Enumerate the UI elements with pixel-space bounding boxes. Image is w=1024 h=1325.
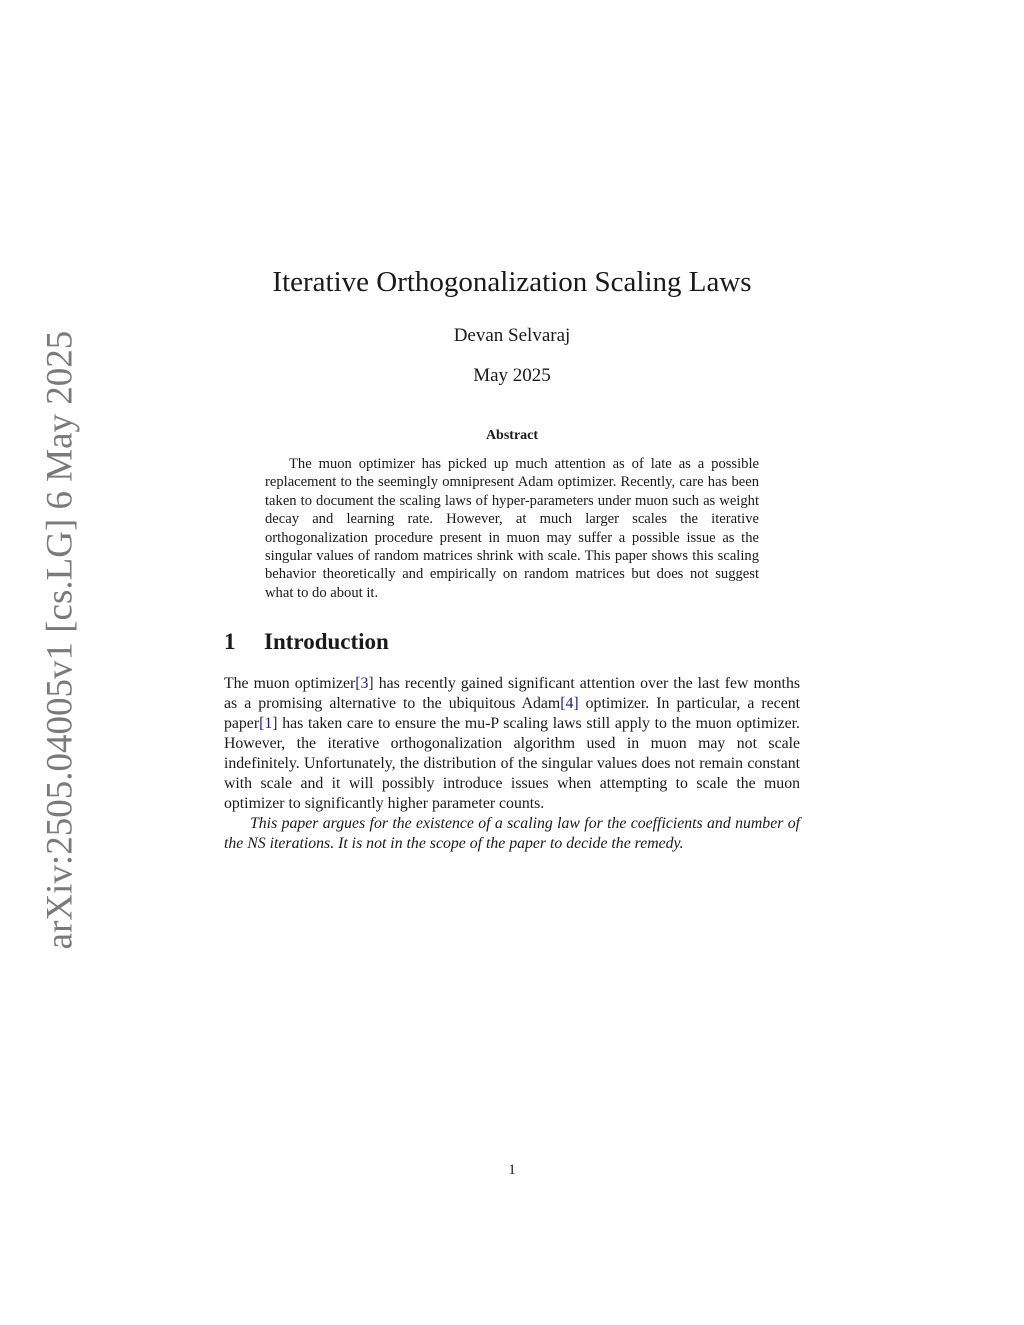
- section-heading: [224, 629, 389, 655]
- page-number: 1: [508, 1162, 516, 1178]
- arxiv-identifier: arXiv:2505.04005v1 [cs.LG] 6 May 2025: [39, 330, 81, 950]
- abstract-text: The muon optimizer has picked up much attention as of late as a possible replacement to the seemingly omnipresent Adam optimizer. Recently, care has been taken to document the scaling laws of hyper-parameters under muon such as weight decay and learning rate. However, at much larger scales the iterative orthogonalization procedure present in muon may suffer a possible issue as the singular values of random matrices shrink with scale. This paper shows this scaling behavior theoretically and empirically on random matrices but does not suggest what to do about it.: [265, 456, 759, 601]
- author-name: Devan Selvaraj: [453, 325, 571, 346]
- citation-link[interactable]: [1]: [259, 715, 278, 732]
- abstract-heading: Abstract: [485, 428, 539, 443]
- citation-link[interactable]: [4]: [560, 695, 579, 712]
- intro-text-segment: optimizer. In particular, a recent paper: [224, 695, 800, 732]
- intro-text-segment: has taken care to ensure the mu-P scaling laws still apply to the muon optimizer. However, the iterative orthogonalization algorithm used in muon may not scale indefinitely. Unfortunately, the distribution of the singular values does not remain constant with scale and it will possibly introduce issues when attempting to scale the muon optimizer to significantly higher parameter counts.: [224, 715, 800, 812]
- citation-link[interactable]: [3]: [355, 675, 374, 692]
- intro-text-segment: has recently gained significant attention over the last few months as a promising alternative to the ubiquitous Adam: [224, 675, 800, 712]
- section-title: Introduction: [264, 629, 389, 654]
- introduction-body: [224, 674, 800, 854]
- intro-paragraph-2: This paper argues for the existence of a scaling law for the coefficients and number of the NS iterations. It is not in the scope of the paper to decide the remedy.: [224, 815, 800, 852]
- intro-text-segment: The muon optimizer: [224, 675, 356, 692]
- publication-date: May 2025: [473, 365, 551, 386]
- intro-paragraph-1: [224, 674, 800, 814]
- section-number: 1: [224, 629, 236, 654]
- paper-title: Iterative Orthogonalization Scaling Laws: [272, 266, 752, 298]
